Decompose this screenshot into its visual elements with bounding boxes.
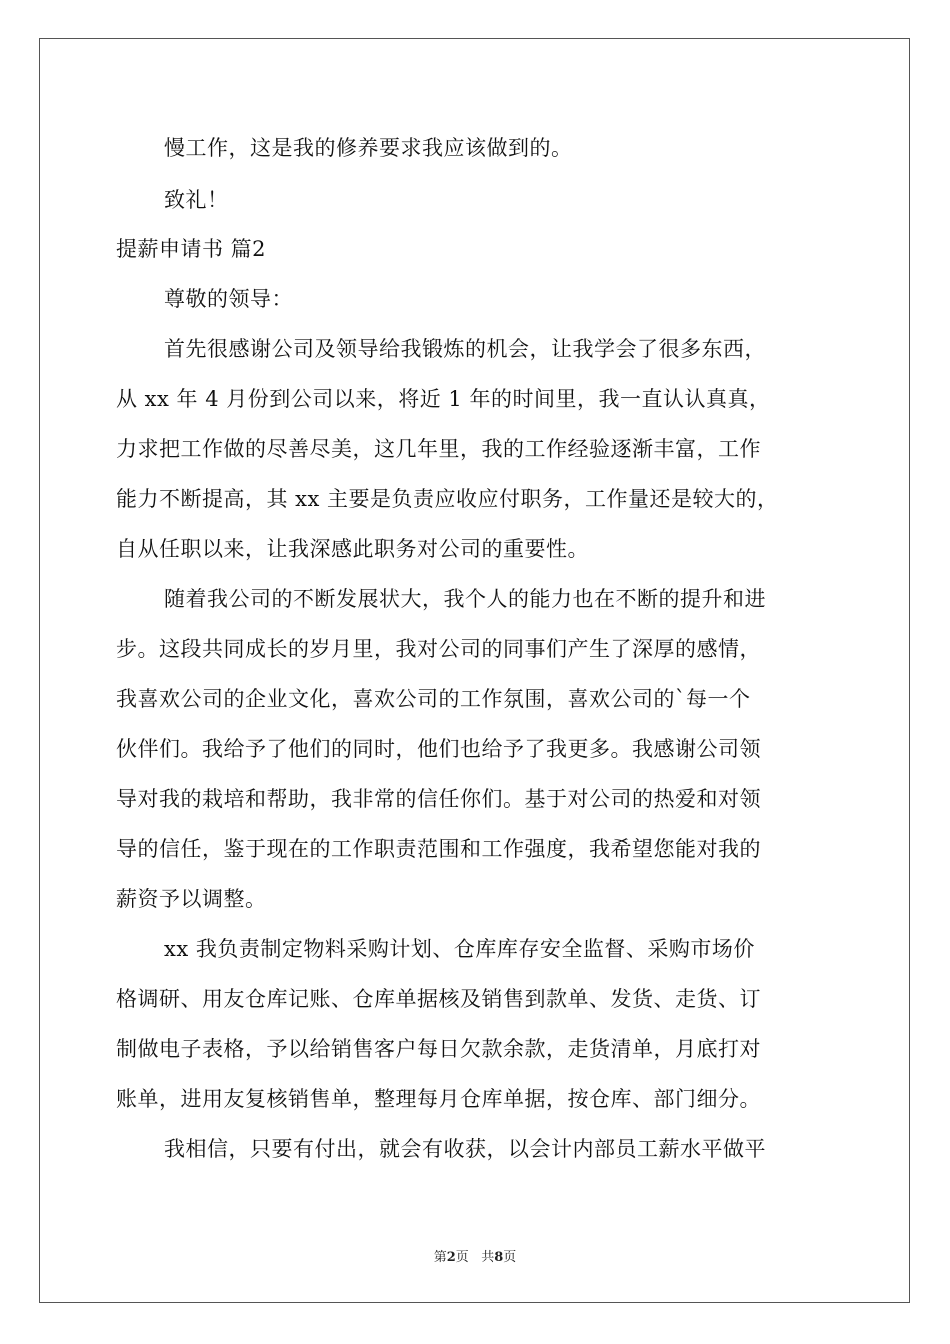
text-line: 首先很感谢公司及领导给我锻炼的机会，让我学会了很多东西， [164, 337, 766, 361]
text-line: 步。这段共同成长的岁月里，我对公司的同事们产生了深厚的感情， [116, 637, 761, 661]
footer-page-prefix: 第 [433, 1250, 447, 1265]
text-line: 自从任职以来，让我深感此职务对公司的重要性。 [116, 537, 589, 561]
text-line: 我喜欢公司的企业文化，喜欢公司的工作氛围，喜欢公司的`每一个 [116, 687, 751, 711]
text-line: 随着我公司的不断发展状大，我个人的能力也在不断的提升和进 [164, 587, 766, 611]
text-line: 导的信任，鉴于现在的工作职责范围和工作强度，我希望您能对我的 [116, 837, 761, 861]
salutation: 尊敬的领导： [164, 287, 293, 311]
footer-total-prefix: 共 [481, 1250, 495, 1265]
text-line: 制做电子表格，予以给销售客户每日欠款余款，走货清单，月底打对 [116, 1037, 761, 1061]
text-line: 力求把工作做的尽善尽美，这几年里，我的工作经验逐渐丰富，工作 [116, 437, 761, 461]
text-line: xx 我负责制定物料采购计划、仓库库存安全监督、采购市场价 [164, 937, 755, 961]
text-line: 能力不断提高，其 xx 主要是负责应收应付职务，工作量还是较大的， [116, 487, 779, 511]
footer-page-suffix: 页 [455, 1250, 469, 1265]
page-footer [0, 1246, 950, 1265]
text-line: 从 xx 年 4 月份到公司以来，将近 1 年的时间里，我一直认认真真， [116, 387, 771, 411]
text-line: 慢工作，这是我的修养要求我应该做到的。 [164, 136, 573, 160]
section-heading: 提薪申请书 篇2 [116, 237, 267, 261]
text-line: 薪资予以调整。 [116, 887, 267, 911]
text-line: 格调研、用友仓库记账、仓库单据核及销售到款单、发货、走货、订 [116, 987, 761, 1011]
text-line: 账单，进用友复核销售单，整理每月仓库单据，按仓库、部门细分。 [116, 1087, 761, 1111]
text-line: 我相信，只要有付出，就会有收获，以会计内部员工薪水平做平 [164, 1137, 766, 1161]
text-line: 致礼！ [164, 188, 229, 212]
footer-total-number: 8 [494, 1250, 504, 1265]
footer-page-number: 2 [446, 1250, 456, 1265]
text-line: 伙伴们。我给予了他们的同时，他们也给予了我更多。我感谢公司领 [116, 737, 761, 761]
text-line: 导对我的栽培和帮助，我非常的信任你们。基于对公司的热爱和对领 [116, 787, 761, 811]
footer-total-suffix: 页 [503, 1250, 517, 1265]
